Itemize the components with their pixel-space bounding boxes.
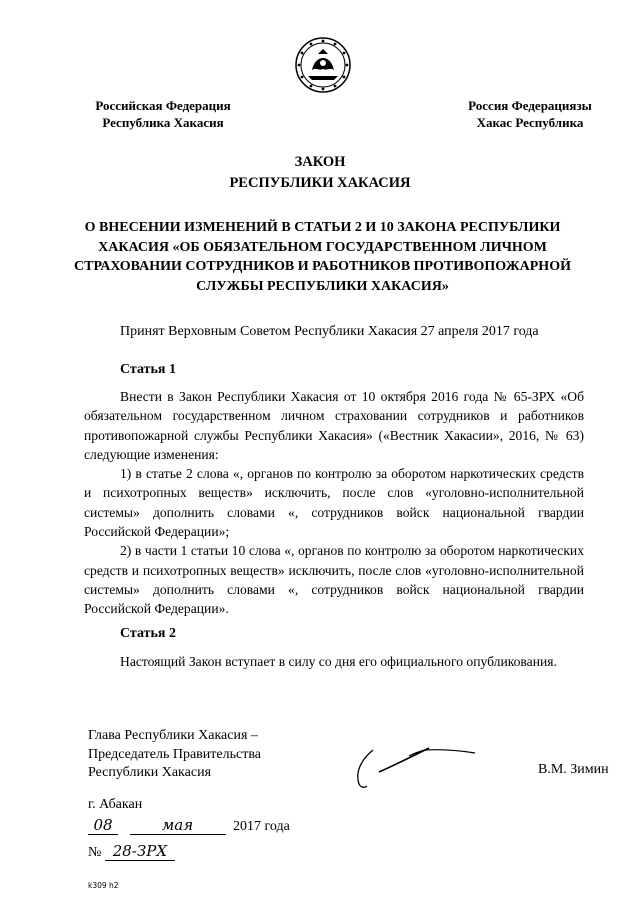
number-value: 28-ЗРХ	[105, 842, 175, 861]
signatory-line-2: Председатель Правительства	[88, 746, 261, 762]
article-2-heading: Статья 2	[120, 626, 176, 641]
date-day: 08	[88, 816, 118, 835]
article-2-body	[84, 652, 584, 671]
article-1-item-1: 1) в статье 2 слова «, органов по контролю за оборотом наркотических средств и психотропных веществ» исключить, после слов «уголовно-исполнительной системы» дополнить словами «, сотрудников войск национальной гвардии Российской Федерации»;	[84, 466, 584, 540]
document-title	[0, 152, 640, 194]
law-number	[88, 842, 175, 861]
article-1-paragraph: Внести в Закон Республики Хакасия от 10 октября 2016 года № 65-ЗРХ «Об обязательном государственном личном страховании сотрудников и работников противопожарной службы Республики Хакасия» («Вестник Хакасии», 2016, № 63) следующие изменения:	[84, 389, 584, 462]
law-subject: О ВНЕСЕНИИ ИЗМЕНЕНИЙ В СТАТЬИ 2 И 10 ЗАКОНА РЕСПУБЛИКИ ХАКАСИЯ «ОБ ОБЯЗАТЕЛЬНОМ ГОСУДАРСТВЕННОМ ЛИЧНОМ СТРАХОВАНИИ СОТРУДНИКОВ И РАБОТНИКОВ ПРОТИВОПОЖАРНОЙ СЛУЖБЫ РЕСПУБЛИКИ ХАКАСИЯ»	[74, 220, 571, 294]
handwritten-signature	[345, 738, 520, 796]
header-right-country: Россия Федерациязы	[468, 98, 592, 113]
signature-icon	[345, 738, 520, 796]
article-2-paragraph: Настоящий Закон вступает в силу со дня его официального опубликования.	[120, 654, 557, 669]
article-1-item-2: 2) в части 1 статьи 10 слова «, органов по контролю за оборотом наркотических средств и психотропных веществ» исключить, после слов «уголовно-исполнительной системы» дополнить словами «, сотрудников войск национальной гвардии Российской Федерации».	[84, 543, 584, 617]
signatory-line-1: Глава Республики Хакасия –	[88, 728, 258, 743]
header-left	[78, 97, 248, 131]
city: г. Абакан	[88, 797, 143, 812]
date-month: мая	[130, 816, 226, 835]
signing-date	[88, 816, 290, 838]
signatory-line-3: Республики Хакасия	[88, 765, 212, 780]
header-left-country: Российская Федерация	[95, 98, 231, 113]
article-1-heading: Статья 1	[120, 362, 176, 377]
date-year: 2017 года	[233, 819, 290, 834]
header-right-republic: Хакас Республика	[476, 115, 584, 130]
footer-code: k309 h2	[88, 881, 119, 890]
khakassia-coat-of-arms-icon	[294, 36, 352, 94]
article-1-body	[84, 387, 584, 619]
title-republic: РЕСПУБЛИКИ ХАКАСИЯ	[229, 175, 411, 191]
signatory-title	[88, 727, 261, 783]
signatory-name: В.М. Зимин	[538, 762, 609, 777]
header-right	[440, 97, 620, 131]
adoption-line: Принят Верховным Советом Республики Хакасия 27 апреля 2017 года	[120, 324, 539, 339]
title-law: ЗАКОН	[294, 154, 346, 170]
number-sign: №	[88, 845, 102, 860]
coat-of-arms-emblem	[294, 36, 352, 94]
header-left-republic: Республика Хакасия	[102, 115, 224, 130]
